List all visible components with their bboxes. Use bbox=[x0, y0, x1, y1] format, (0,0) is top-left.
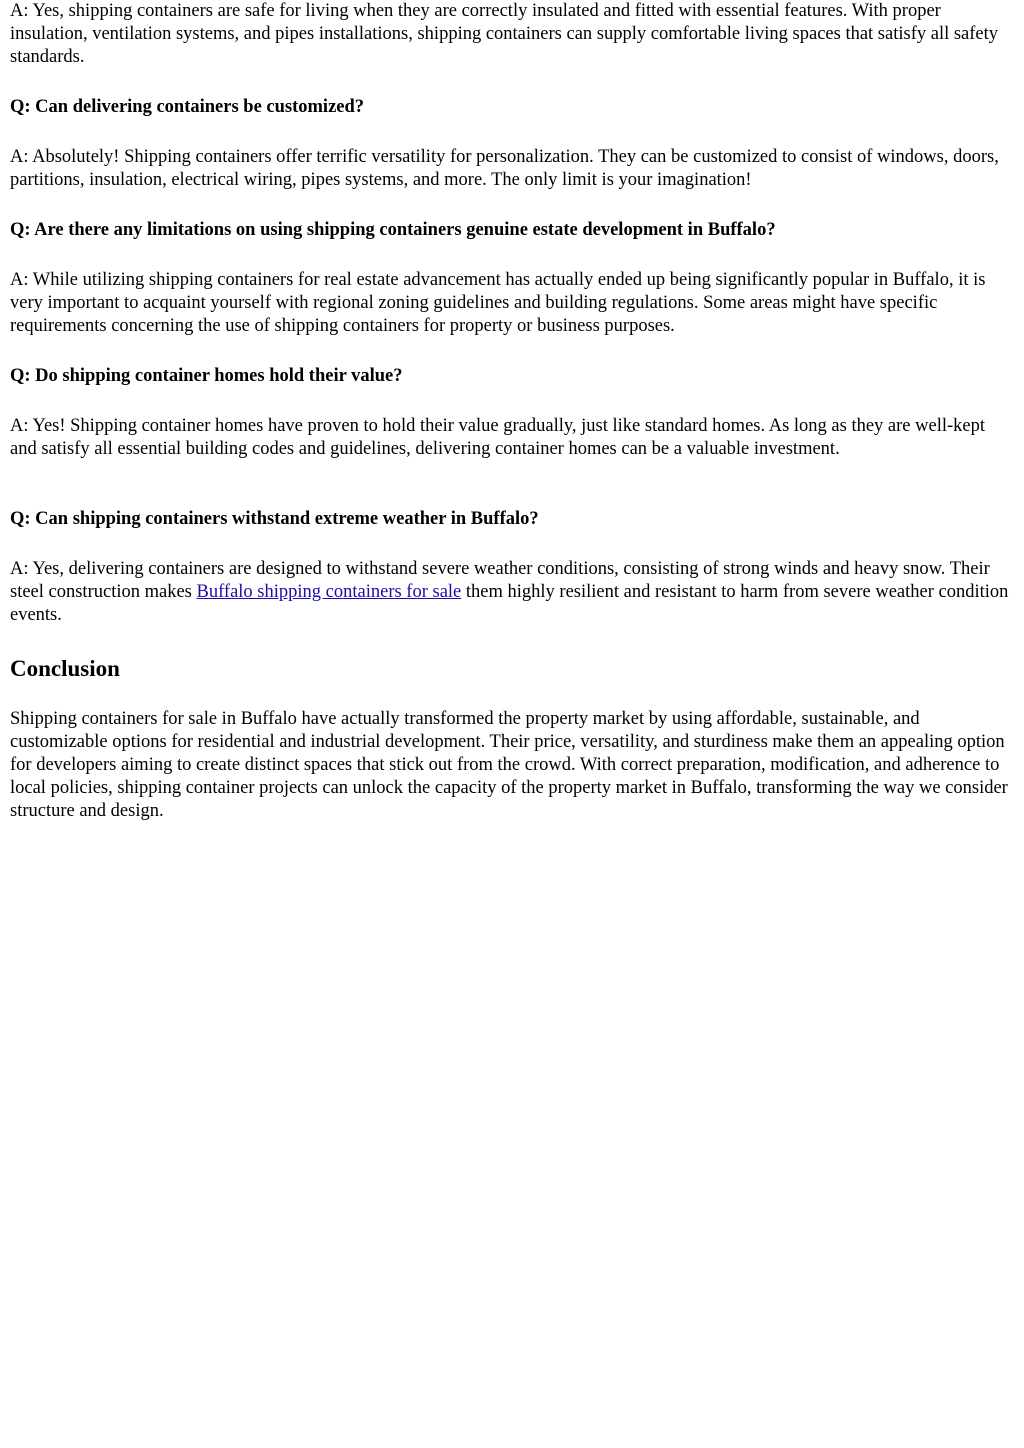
faq-answer-customized: A: Absolutely! Shipping containers offer terrific versatility for personalization. They can be customized to consist of windows, doors, partitions, insulation, electrical wiring, pipes systems, and more. The only limit is your imagination! bbox=[10, 147, 999, 190]
faq-question-value: Q: Do shipping container homes hold their value? bbox=[10, 366, 403, 386]
faq-question-weather: Q: Can shipping containers withstand extreme weather in Buffalo? bbox=[10, 509, 539, 529]
faq-question-customized: Q: Can delivering containers be customized? bbox=[10, 97, 365, 117]
faq-answer-value: A: Yes! Shipping container homes have proven to hold their value gradually, just like standard homes. As long as they are well-kept and satisfy all essential building codes and guidelines, delivering container homes can be a valuable investment. bbox=[10, 416, 985, 459]
faq-answer-safety: A: Yes, shipping containers are safe for living when they are correctly insulated and fitted with essential features. With proper insulation, ventilation systems, and pipes installations, shipping containers can supply comfortable living spaces that satisfy all safety standards. bbox=[10, 1, 999, 67]
faq-answer-weather-text-end: them highly resilient and resistant to harm from severe weather condition events. bbox=[10, 582, 1009, 625]
conclusion-text: Shipping containers for sale in Buffalo have actually transformed the property market by using affordable, sustainable, and customizable options for residential and industrial development. Their price, versatility, and sturdiness make them an appealing option for developers aiming to create distinct spaces that stick out from the crowd. With correct preparation, modification, and adherence to local policies, shipping container projects can unlock the capacity of the property market in Buffalo, transforming the way we consider structure and design. bbox=[10, 709, 1008, 821]
document-page bbox=[10, 0, 1016, 823]
faq-answer-weather-text-start: A: Yes, delivering containers are designed to withstand severe weather conditions, consisting of strong winds and heavy snow. Their steel construction makes bbox=[10, 559, 990, 602]
faq-answer-limitations: A: While utilizing shipping containers for real estate advancement has actually ended up being significantly popular in Buffalo, it is very important to acquaint yourself with regional zoning guidelines and building regulations. Some areas might have specific requirements concerning the use of shipping containers for property or business purposes. bbox=[10, 270, 986, 336]
faq-answer-weather bbox=[10, 558, 1016, 627]
buffalo-shipping-containers-link[interactable]: Buffalo shipping containers for sale bbox=[196, 582, 462, 602]
conclusion-heading: Conclusion bbox=[10, 656, 120, 681]
faq-question-limitations: Q: Are there any limitations on using shipping containers genuine estate development in Buffalo? bbox=[10, 220, 776, 240]
